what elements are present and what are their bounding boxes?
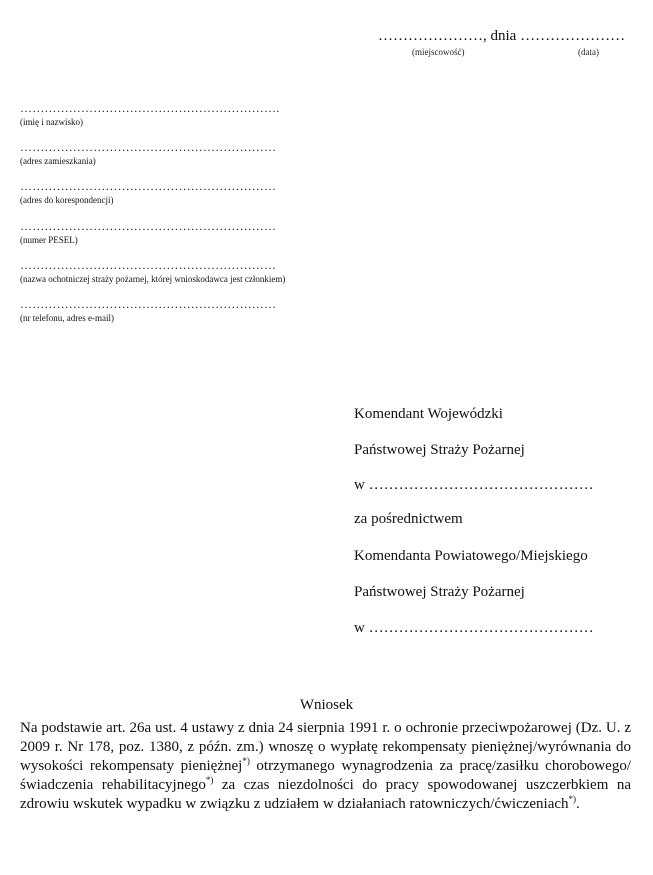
addressee-line-2: Państwowej Straży Pożarnej [354,442,525,458]
addressee-line-6: Państwowej Straży Pożarnej [354,584,525,600]
address-field[interactable] [20,141,276,167]
pesel-field[interactable] [20,220,276,246]
request-body [20,719,631,814]
place-date-line[interactable]: …………………, dnia ………………… [378,28,626,44]
addressee-city-1[interactable]: w ……………………………………… [354,477,594,493]
pesel-label: (numer PESEL) [20,235,78,245]
request-text-end: . [576,796,580,812]
address-label: (adres zamieszkania) [20,156,96,166]
request-text-1: Na podstawie art. 26a ust. 4 ustawy z dnia 24 sierpnia 1991 r. o ochronie przeciwpożarowej (Dz. U. z 2009 r. Nr 178, poz. 1380, z późn. zm.) wnoszę o wypłatę rekompensaty pieniężnej/wyrównania do wysokości rekompensaty pieniężnej [20,720,631,774]
footnote-mark-2: *) [205,775,214,785]
contact-dots[interactable]: ……………………………………………………… [20,297,277,311]
request-title: Wniosek [299,697,354,713]
address-dots[interactable]: ……………………………………………………… [20,140,277,154]
contact-field[interactable] [20,298,276,324]
request-text-3: za czas niezdolności do pracy spowodowanej uszczerbkiem na zdrowiu wskutek wypadku w związku z udziałem w działaniach ratowniczych/ćwiczeniach [20,777,631,812]
addressee-intermediary: za pośrednictwem [354,511,463,527]
correspondence-address-field[interactable] [20,180,276,206]
date-hint: (data) [578,47,599,57]
footnote-mark-3: *) [568,794,577,804]
addressee-line-5: Komendanta Powiatowego/Miejskiego [354,548,588,564]
addressee-city-2[interactable]: w ……………………………………… [354,620,594,636]
pesel-dots[interactable]: ……………………………………………………… [20,219,277,233]
request-text-2: otrzymanego wynagrodzenia za pracę/zasiłku chorobowego/świadczenia rehabilitacyjnego [20,758,631,793]
fire-brigade-label: (nazwa ochotniczej straży pożarnej, której wnioskodawca jest członkiem) [20,274,286,284]
fire-brigade-field[interactable] [20,259,285,285]
name-label: (imię i nazwisko) [20,117,83,127]
correspondence-dots[interactable]: ……………………………………………………… [20,179,277,193]
name-dots[interactable]: ………………………………………………………. [20,101,280,115]
footnote-mark-1: *) [242,756,250,766]
correspondence-label: (adres do korespondencji) [20,195,114,205]
addressee-line-1: Komendant Wojewódzki [354,406,503,422]
name-field[interactable] [20,102,279,128]
place-hint: (miejscowość) [412,47,465,57]
contact-label: (nr telefonu, adres e-mail) [20,313,114,323]
fire-brigade-dots[interactable]: ……………………………………………………… [20,258,277,272]
